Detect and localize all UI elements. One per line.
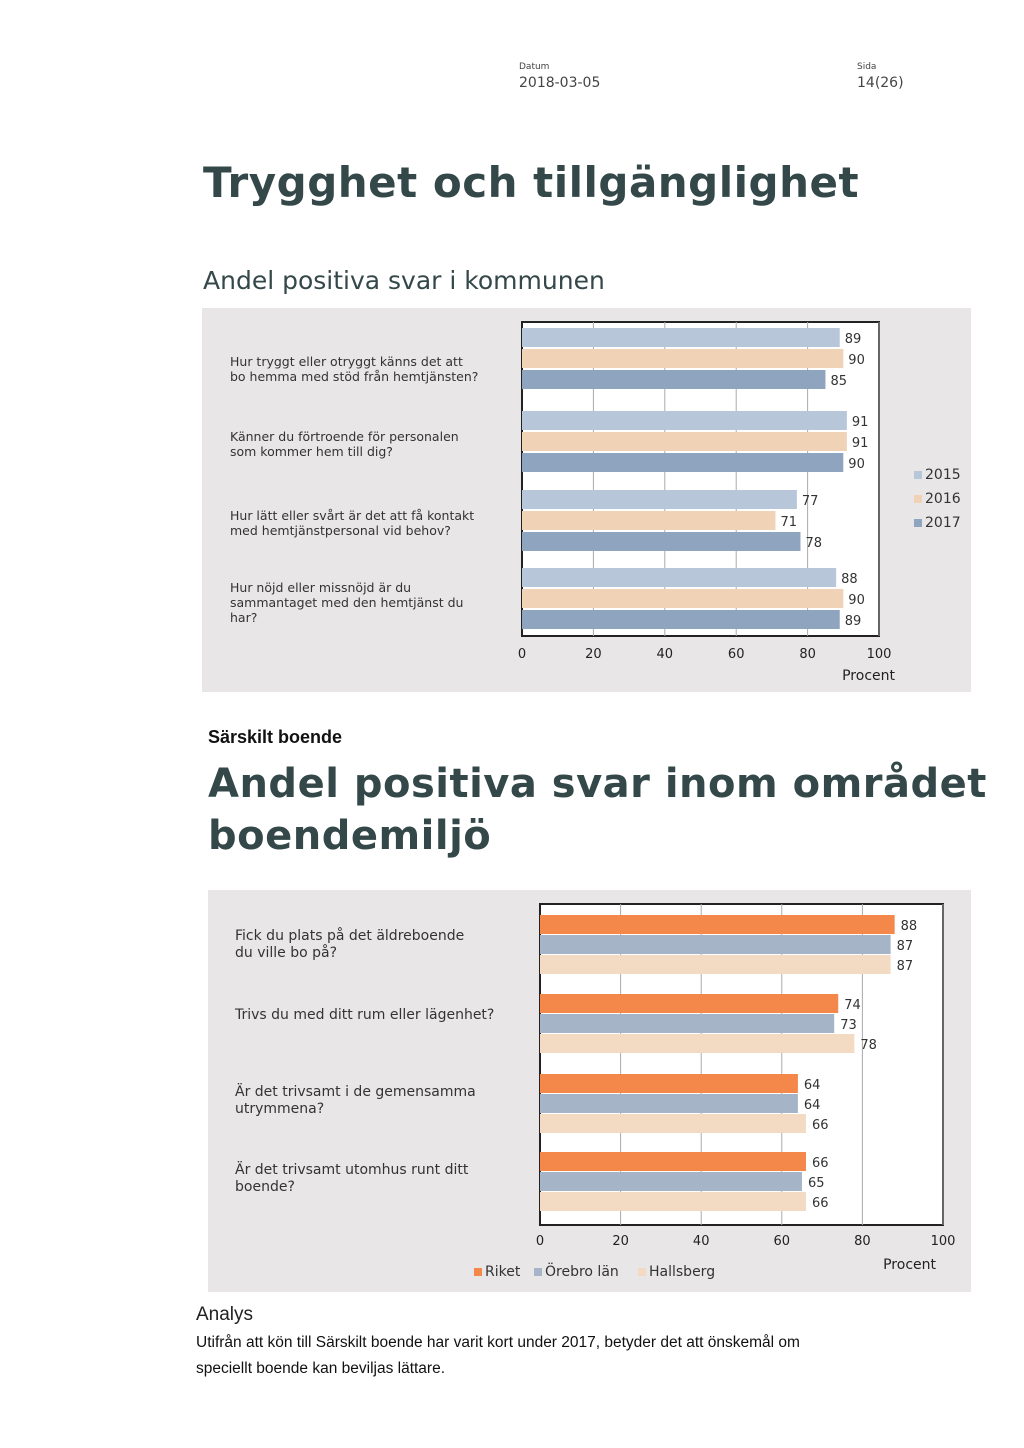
- x-tick-label: 0: [517, 647, 527, 662]
- x-tick-label: 20: [585, 647, 602, 662]
- legend-swatch: [474, 1268, 482, 1276]
- sida-block: [857, 62, 904, 91]
- data-label: 89: [844, 332, 862, 347]
- data-label: 87: [896, 939, 914, 954]
- bar: [522, 370, 825, 389]
- bar: [540, 955, 891, 974]
- bar: [522, 589, 843, 608]
- analys-text: Utifrån att kön till Särskilt boende har varit kort under 2017, betyder det att önskemål om speciellt boende kan beviljas lättare.: [196, 1334, 800, 1377]
- legend-swatch: [534, 1268, 542, 1276]
- bar: [540, 1034, 854, 1053]
- data-label: 91: [851, 415, 869, 430]
- category-label: bo hemma med stöd från hemtjänsten?: [230, 369, 479, 384]
- data-label: 78: [860, 1038, 877, 1053]
- bar: [540, 1114, 806, 1133]
- category-label: sammantaget med den hemtjänst du: [230, 595, 464, 610]
- sida-label: Sida: [857, 62, 877, 72]
- category-label: med hemtjänstpersonal vid behov?: [230, 523, 451, 538]
- section1-subtitle: Andel positiva svar i kommunen: [203, 266, 605, 295]
- data-label: 91: [851, 436, 869, 451]
- bar: [522, 453, 843, 472]
- datum-value: 2018-03-05: [519, 75, 601, 91]
- section2-title: Andel positiva svar inom området boendemiljö: [208, 761, 987, 859]
- data-label: 78: [805, 536, 823, 551]
- data-label: 90: [848, 353, 865, 368]
- x-tick-label: 60: [727, 647, 745, 662]
- data-label: 88: [900, 919, 918, 934]
- category-label: Är det trivsamt utomhus runt ditt: [235, 1162, 469, 1178]
- category-label: Känner du förtroende för personalen: [230, 429, 459, 444]
- category-label: Är det trivsamt i de gemensamma: [235, 1084, 476, 1100]
- data-label: 66: [811, 1118, 829, 1133]
- legend-label: 2015: [925, 467, 961, 483]
- data-label: 85: [830, 374, 847, 389]
- plot-area: [522, 322, 879, 636]
- legend-label: Riket: [485, 1264, 521, 1280]
- data-label: 66: [811, 1156, 829, 1171]
- chart-boendemiljo: [208, 890, 971, 1292]
- legend-swatch: [914, 519, 922, 527]
- data-label: 73: [840, 1018, 857, 1033]
- bar: [522, 432, 847, 451]
- bar: [540, 935, 891, 954]
- bar: [522, 490, 797, 509]
- bar: [540, 915, 895, 934]
- x-tick-label: 40: [656, 647, 674, 662]
- category-label: du ville bo på?: [235, 945, 338, 961]
- category-label: Hur nöjd eller missnöjd är du: [230, 580, 412, 595]
- analys-heading: Analys: [196, 1304, 254, 1325]
- data-label: 88: [841, 572, 858, 587]
- section1-title: Trygghet och tillgänglighet: [203, 158, 860, 207]
- legend-label: 2017: [925, 515, 961, 531]
- legend-label: Örebro län: [545, 1264, 619, 1280]
- bar: [540, 1152, 806, 1171]
- category-label: Hur lätt eller svårt är det att få kontakt: [230, 508, 475, 523]
- bar: [522, 328, 840, 347]
- chart-hemtjanst: [202, 308, 971, 692]
- legend-label: Hallsberg: [649, 1264, 716, 1280]
- data-label: 77: [801, 494, 819, 509]
- category-label: har?: [230, 610, 258, 625]
- bar: [540, 1172, 802, 1191]
- bar: [522, 532, 800, 551]
- legend-label: 2016: [925, 491, 961, 507]
- category-label: boende?: [235, 1179, 295, 1195]
- data-label: 64: [803, 1078, 821, 1093]
- section2-label: Särskilt boende: [208, 727, 343, 747]
- bar: [522, 511, 775, 530]
- bar: [540, 1014, 834, 1033]
- x-tick-label: 60: [773, 1234, 791, 1249]
- bar: [540, 1074, 798, 1093]
- x-tick-label: 80: [854, 1234, 871, 1249]
- data-label: 74: [844, 998, 861, 1013]
- data-label: 87: [896, 959, 914, 974]
- legend-swatch: [638, 1268, 646, 1276]
- sida-value: 14(26): [857, 75, 904, 91]
- x-tick-label: 20: [612, 1234, 629, 1249]
- x-tick-label: 100: [866, 647, 892, 662]
- x-tick-label: 0: [535, 1234, 545, 1249]
- x-tick-label: 40: [692, 1234, 710, 1249]
- datum-block: [519, 62, 600, 91]
- legend-swatch: [914, 471, 922, 479]
- bar: [522, 349, 843, 368]
- category-label: Trivs du med ditt rum eller lägenhet?: [235, 1007, 495, 1023]
- legend-swatch: [914, 495, 922, 503]
- x-axis-label: Procent: [883, 1257, 936, 1273]
- data-label: 64: [803, 1098, 821, 1113]
- data-label: 90: [848, 593, 865, 608]
- x-tick-label: 100: [930, 1234, 956, 1249]
- bar: [522, 411, 847, 430]
- bar: [540, 994, 838, 1013]
- bar: [522, 610, 840, 629]
- datum-label: Datum: [519, 62, 550, 72]
- bar: [522, 568, 836, 587]
- category-label: utrymmena?: [235, 1101, 325, 1117]
- data-label: 66: [811, 1196, 829, 1211]
- category-label: Fick du plats på det äldreboende: [235, 928, 465, 944]
- category-label: som kommer hem till dig?: [230, 444, 393, 459]
- data-label: 90: [848, 457, 865, 472]
- data-label: 71: [780, 515, 798, 530]
- data-label: 65: [807, 1176, 825, 1191]
- x-tick-label: 80: [799, 647, 816, 662]
- category-label: Hur tryggt eller otryggt känns det att: [230, 354, 463, 369]
- bar: [540, 1094, 798, 1113]
- bar: [540, 1192, 806, 1211]
- data-label: 89: [844, 614, 862, 629]
- x-axis-label: Procent: [842, 668, 895, 684]
